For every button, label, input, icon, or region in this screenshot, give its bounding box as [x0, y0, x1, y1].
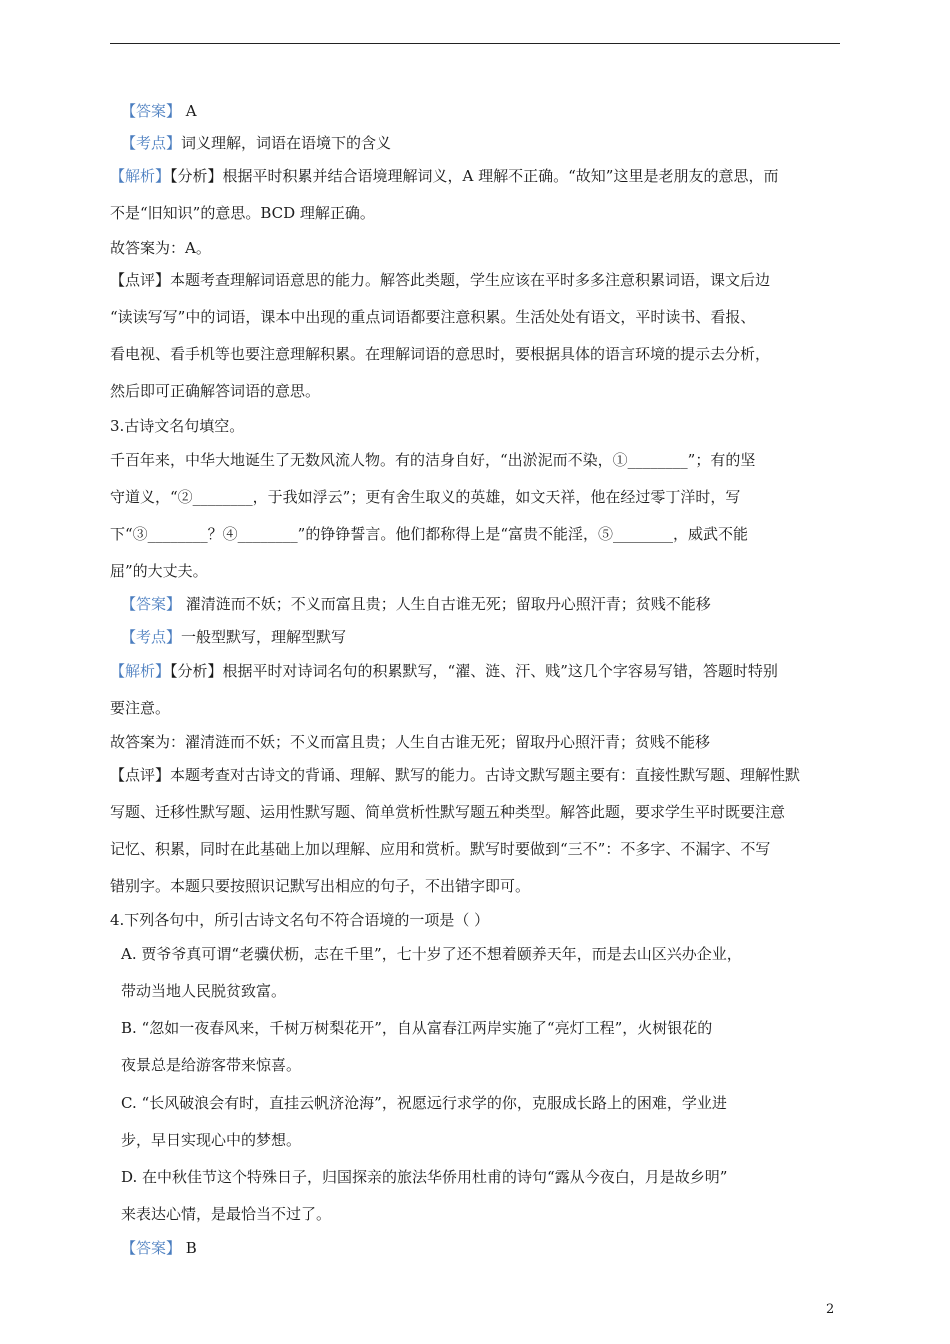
q2-kaodian: 【考点】词义理解，词语在语境下的含义: [121, 134, 392, 152]
q3-body-line3: 下“③________？④________”的铮铮誓言。他们都称得上是“富贵不能淫，⑤________，威武不能: [110, 525, 749, 543]
q2-conclusion: 故答案为：A。: [110, 239, 211, 257]
q4-option-b: B. “忽如一夜春风来，千树万树梨花开”，自从富春江两岸实施了“亮灯工程”，火树银花的: [121, 1019, 713, 1037]
q2-dianping-line3: 看电视、看手机等也要注意理解积累。在理解词语的意思时，要根据具体的语言环境的提示去分析，: [110, 345, 771, 363]
q2-answer: 【答案】 A: [121, 102, 197, 120]
q3-jiexi: 【解析】【分析】根据平时对诗词名句的积累默写，“濯、涟、汗、贱”这几个字容易写错，答题时特别: [110, 662, 778, 680]
q4-title: 4.下列各句中，所引古诗文名句不符合语境的一项是（ ）: [110, 911, 490, 929]
answer-tag: 【答案】: [121, 102, 182, 120]
q2-dianping-line2: “读读写写”中的词语，课本中出现的重点词语都要注意积累。生活处处有语文，平时读书、看报、: [110, 308, 756, 326]
q4-option-c: C. “长风破浪会有时，直挂云帆济沧海”，祝愿远行求学的你，克服成长路上的困难，学业进: [121, 1094, 727, 1112]
q3-title: 3.古诗文名句填空。: [110, 417, 245, 435]
q3-dianping-line4: 错别字。本题只要按照识记默写出相应的句子，不出错字即可。: [110, 877, 531, 895]
q4-option-b-line2: 夜景总是给游客带来惊喜。: [121, 1056, 302, 1074]
q2-dianping-line4: 然后即可正确解答词语的意思。: [110, 382, 321, 400]
q3-dianping-line3: 记忆、积累，同时在此基础上加以理解、应用和赏析。默写时要做到“三不”：不多字、不漏字、不写: [110, 840, 771, 858]
q3-body-line2: 守道义，“②________，于我如浮云”；更有舍生取义的英雄，如文天祥，他在经过零丁洋时，写: [110, 488, 741, 506]
jiexi-tag: 【解析】: [110, 167, 171, 185]
q3-kaodian: 【考点】一般型默写，理解型默写: [121, 628, 347, 646]
q3-body-line4: 屈”的大丈夫。: [110, 562, 208, 580]
q2-dianping: 【点评】本题考查理解词语意思的能力。解答此类题，学生应该在平时多多注意积累词语，课文后边: [110, 271, 771, 289]
q3-conclusion: 故答案为：濯清涟而不妖；不义而富且贵；人生自古谁无死；留取丹心照汗青；贫贱不能移: [110, 733, 711, 751]
q4-option-d: D. 在中秋佳节这个特殊日子，归国探亲的旅法华侨用杜甫的诗句“露从今夜白，月是故乡明”: [121, 1168, 728, 1186]
q4-option-c-line2: 步，早日实现心中的梦想。: [121, 1131, 302, 1149]
q3-answer: 【答案】 濯清涟而不妖；不义而富且贵；人生自古谁无死；留取丹心照汗青；贫贱不能移: [121, 595, 711, 613]
q3-jiexi-line2: 要注意。: [110, 699, 171, 717]
kaodian-tag: 【考点】: [121, 134, 182, 152]
q3-dianping: 【点评】本题考查对古诗文的背诵、理解、默写的能力。古诗文默写题主要有：直接性默写题、理解性默: [110, 766, 801, 784]
q4-option-a: A. 贾爷爷真可谓“老骥伏枥，志在千里”，七十岁了还不想着颐养天年，而是去山区兴办企业，: [121, 945, 742, 963]
fenxi-tag: 【分析】: [170, 662, 223, 680]
q4-answer: 【答案】 B: [121, 1239, 197, 1257]
jiexi-tag: 【解析】: [110, 662, 171, 680]
dianping-tag: 【点评】: [110, 271, 171, 289]
answer-tag: 【答案】: [121, 1239, 182, 1257]
q4-option-d-line2: 来表达心情，是最恰当不过了。: [121, 1205, 332, 1223]
answer-tag: 【答案】: [121, 595, 182, 613]
q4-option-a-line2: 带动当地人民脱贫致富。: [121, 982, 287, 1000]
q3-body-line1: 千百年来，中华大地诞生了无数风流人物。有的洁身自好，“出淤泥而不染，①________”；有的坚: [110, 451, 756, 469]
kaodian-tag: 【考点】: [121, 628, 182, 646]
dianping-tag: 【点评】: [110, 766, 171, 784]
q2-jiexi-line2: 不是“旧知识”的意思。BCD 理解正确。: [110, 204, 375, 222]
page-number: 2: [826, 1302, 835, 1317]
q3-dianping-line2: 写题、迁移性默写题、运用性默写题、简单赏析性默写题五种类型。解答此题，要求学生平时既要注意: [110, 803, 786, 821]
q2-jiexi: 【解析】【分析】根据平时积累并结合语境理解词义，A 理解不正确。“故知”这里是老朋友的意思，而: [110, 167, 779, 185]
header-rule: [110, 43, 840, 44]
fenxi-tag: 【分析】: [170, 167, 223, 185]
